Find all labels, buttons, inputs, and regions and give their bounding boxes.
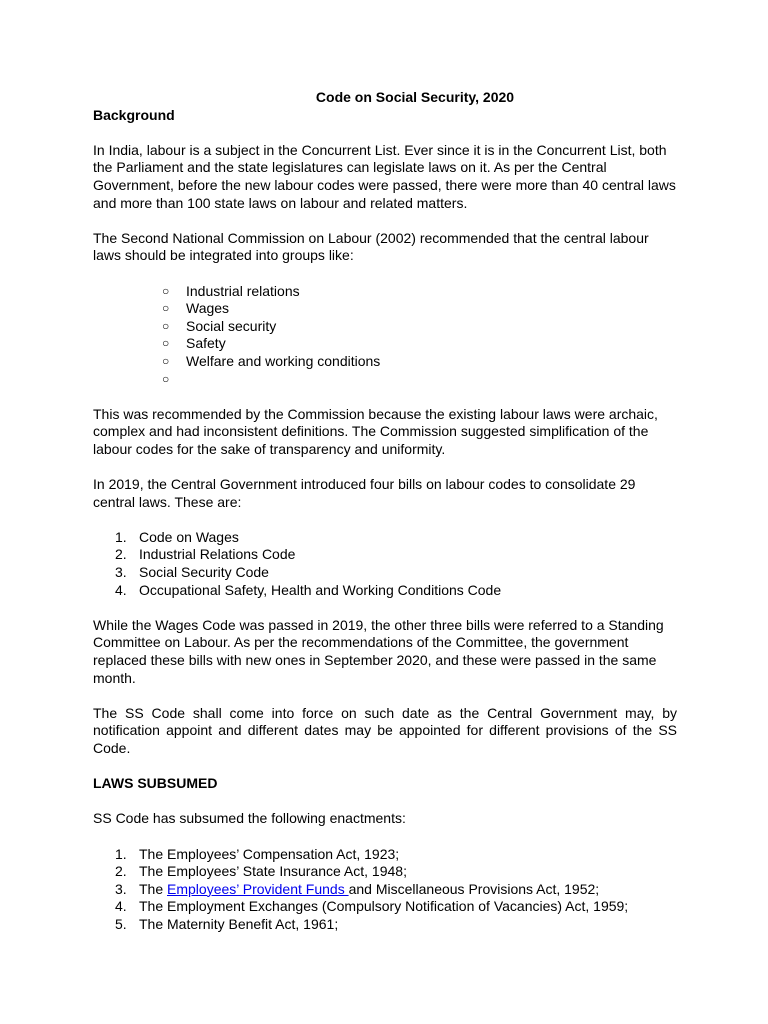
document-page <box>93 89 677 934</box>
laws-subsumed-heading: LAWS SUBSUMED <box>93 775 218 792</box>
list-item: ○ Welfare and working conditions <box>162 352 381 369</box>
list-item: ○ Social security <box>162 317 277 334</box>
laws-list <box>93 846 677 934</box>
list-item: 2. The Employees’ State Insurance Act, 1948; <box>115 863 407 880</box>
paragraph-enactments: SS Code has subsumed the following enactments: <box>93 810 406 827</box>
paragraph-archaic-laws: This was recommended by the Commission because the existing labour laws were archaic, complex and had inconsistent definitions. The Commission suggested simplification of the labour codes for the sake of transparency and uniformity. <box>93 405 658 457</box>
provident-funds-link[interactable]: Employees’ Provident Funds <box>167 880 349 897</box>
list-item: 4. The Employment Exchanges (Compulsory Notification of Vacancies) Act, 1959; <box>115 898 629 915</box>
list-item: 5. The Maternity Benefit Act, 1961; <box>115 915 339 932</box>
background-heading: Background <box>93 106 175 123</box>
list-item: 1. Code on Wages <box>115 528 239 545</box>
list-item: 2. Industrial Relations Code <box>115 546 296 563</box>
paragraph-concurrent-list: In India, labour is a subject in the Concurrent List. Ever since it is in the Concurrent List, both the Parliament and the state legislatures can legislate laws on it. As per the Central Government, before the new labour codes were passed, there were more than 40 central laws and more than 100 state laws on labour and related matters. <box>93 141 676 211</box>
paragraph-commission: The Second National Commission on Labour (2002) recommended that the central labour laws should be integrated into groups like: <box>93 229 649 264</box>
circle-bullet-icon: ○ <box>162 283 170 298</box>
circle-bullet-icon: ○ <box>162 318 170 333</box>
list-item <box>93 371 677 389</box>
groups-list <box>93 283 677 389</box>
codes-list <box>93 529 677 599</box>
list-item: ○ Wages <box>162 300 230 317</box>
paragraph-wages-code: While the Wages Code was passed in 2019, the other three bills were referred to a Standing Committee on Labour. As per the recommendations of the Committee, the government replaced these bills with new ones in September 2020, and these were passed in the same month. <box>93 616 664 686</box>
circle-bullet-icon: ○ <box>162 336 170 351</box>
paragraph-ss-code-force: The SS Code shall come into force on such date as the Central Government may, by notification appoint and different dates may be appointed for different provisions of the SS Code. <box>93 704 677 756</box>
list-item: 1. The Employees’ Compensation Act, 1923; <box>115 845 400 862</box>
paragraph-four-bills: In 2019, the Central Government introduced four bills on labour codes to consolidate 29 central laws. These are: <box>93 476 636 510</box>
list-item: ○ Industrial relations <box>162 282 300 299</box>
circle-bullet-icon: ○ <box>162 301 170 316</box>
list-item: ○ Safety <box>162 335 226 352</box>
list-item: 3. Social Security Code <box>115 564 269 581</box>
circle-bullet-icon: ○ <box>162 353 170 368</box>
page-title: Code on Social Security, 2020 <box>315 89 515 105</box>
list-item: 4. Occupational Safety, Health and Working Conditions Code <box>115 581 502 598</box>
circle-bullet-icon: ○ <box>162 371 170 386</box>
list-item: 3. The Employees’ Provident Funds and Miscellaneous Provisions Act, 1952; <box>115 880 600 897</box>
